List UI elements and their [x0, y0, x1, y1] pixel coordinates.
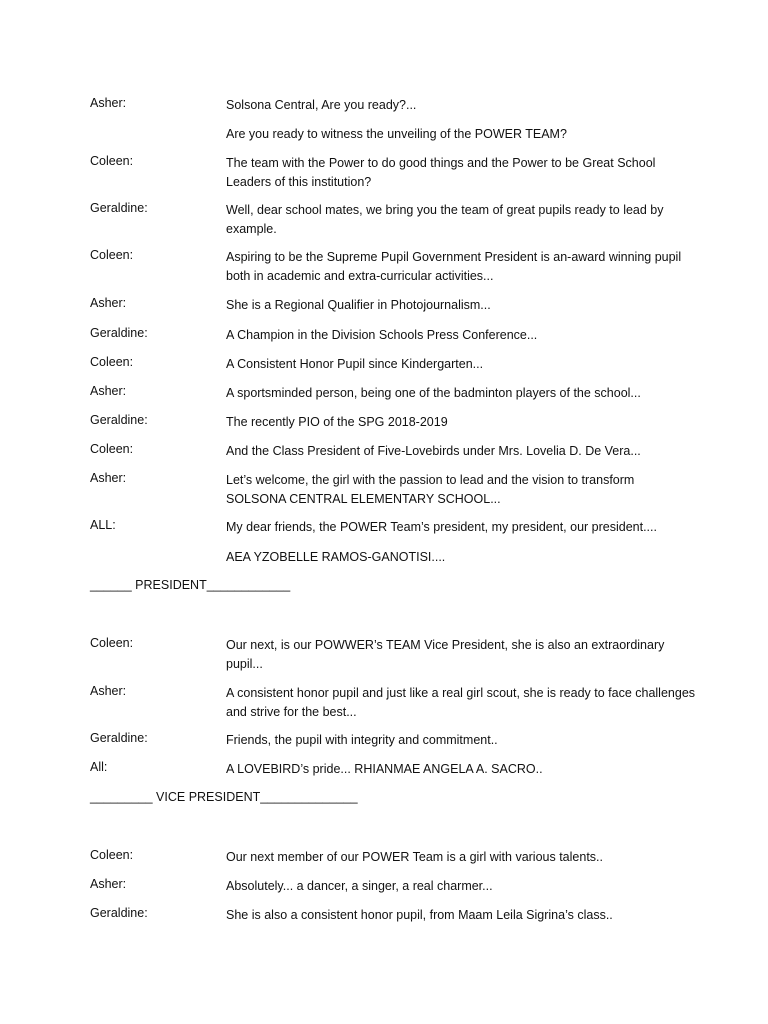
dialogue-text: Are you ready to witness the unveiling of the POWER TEAM? — [226, 127, 567, 141]
dialogue-text: My dear friends, the POWER Team’s president, my president, our president.... — [226, 520, 657, 534]
speaker-name: Coleen: — [90, 848, 134, 862]
dialogue-text: A consistent honor pupil and just like a real girl scout, she is ready to face challenges and strive for the best... — [226, 686, 696, 719]
speaker-name: All: — [90, 760, 108, 774]
dialogue-text: Solsona Central, Are you ready?... — [226, 98, 417, 112]
speaker-name: Coleen: — [90, 154, 134, 168]
speaker-name: Asher: — [90, 384, 127, 398]
speaker-name: Geraldine: — [90, 906, 148, 920]
dialogue-text: A Champion in the Division Schools Press Conference... — [226, 328, 538, 342]
section-heading: ______ PRESIDENT____________ — [90, 578, 291, 592]
speaker-name: Asher: — [90, 684, 127, 698]
speaker-name: Coleen: — [90, 636, 134, 650]
speaker-name: Coleen: — [90, 355, 134, 369]
speaker-name: Asher: — [90, 471, 127, 485]
dialogue-text: Aspiring to be the Supreme Pupil Government President is an-award winning pupil both in academic and extra-curricular activities... — [226, 250, 682, 283]
dialogue-text: A sportsminded person, being one of the badminton players of the school... — [226, 386, 641, 400]
speaker-name: Geraldine: — [90, 731, 148, 745]
speaker-name: Geraldine: — [90, 201, 148, 215]
dialogue-text: The recently PIO of the SPG 2018-2019 — [226, 415, 448, 429]
speaker-name: Asher: — [90, 96, 127, 110]
dialogue-text: Absolutely... a dancer, a singer, a real charmer... — [226, 879, 493, 893]
dialogue-text: And the Class President of Five-Lovebirds under Mrs. Lovelia D. De Vera... — [226, 444, 641, 458]
speaker-name: Asher: — [90, 296, 127, 310]
dialogue-text: The team with the Power to do good things and the Power to be Great School Leaders of this institution? — [226, 156, 656, 189]
dialogue-text: Well, dear school mates, we bring you the team of great pupils ready to lead by example. — [226, 203, 664, 236]
speaker-name: Asher: — [90, 877, 127, 891]
dialogue-text: Our next member of our POWER Team is a girl with various talents.. — [226, 850, 603, 864]
speaker-name: ALL: — [90, 518, 116, 532]
dialogue-text: A LOVEBIRD’s pride... RHIANMAE ANGELA A. SACRO.. — [226, 762, 543, 776]
dialogue-text: A Consistent Honor Pupil since Kindergarten... — [226, 357, 484, 371]
speaker-name: Coleen: — [90, 248, 134, 262]
dialogue-text: She is also a consistent honor pupil, from Maam Leila Sigrina’s class.. — [226, 908, 613, 922]
dialogue-text: Friends, the pupil with integrity and commitment.. — [226, 733, 498, 747]
speaker-name: Geraldine: — [90, 326, 148, 340]
section-heading: _________ VICE PRESIDENT______________ — [90, 790, 358, 804]
speaker-name: Geraldine: — [90, 413, 148, 427]
dialogue-text: AEA YZOBELLE RAMOS-GANOTISI.... — [226, 550, 446, 564]
speaker-name: Coleen: — [90, 442, 134, 456]
dialogue-text: Our next, is our POWWER’s TEAM Vice President, she is also an extraordinary pupil... — [226, 638, 665, 671]
dialogue-text: Let’s welcome, the girl with the passion to lead and the vision to transform SOLSONA CENTRAL ELEMENTARY SCHOOL... — [226, 473, 635, 506]
dialogue-text: She is a Regional Qualifier in Photojournalism... — [226, 298, 491, 312]
